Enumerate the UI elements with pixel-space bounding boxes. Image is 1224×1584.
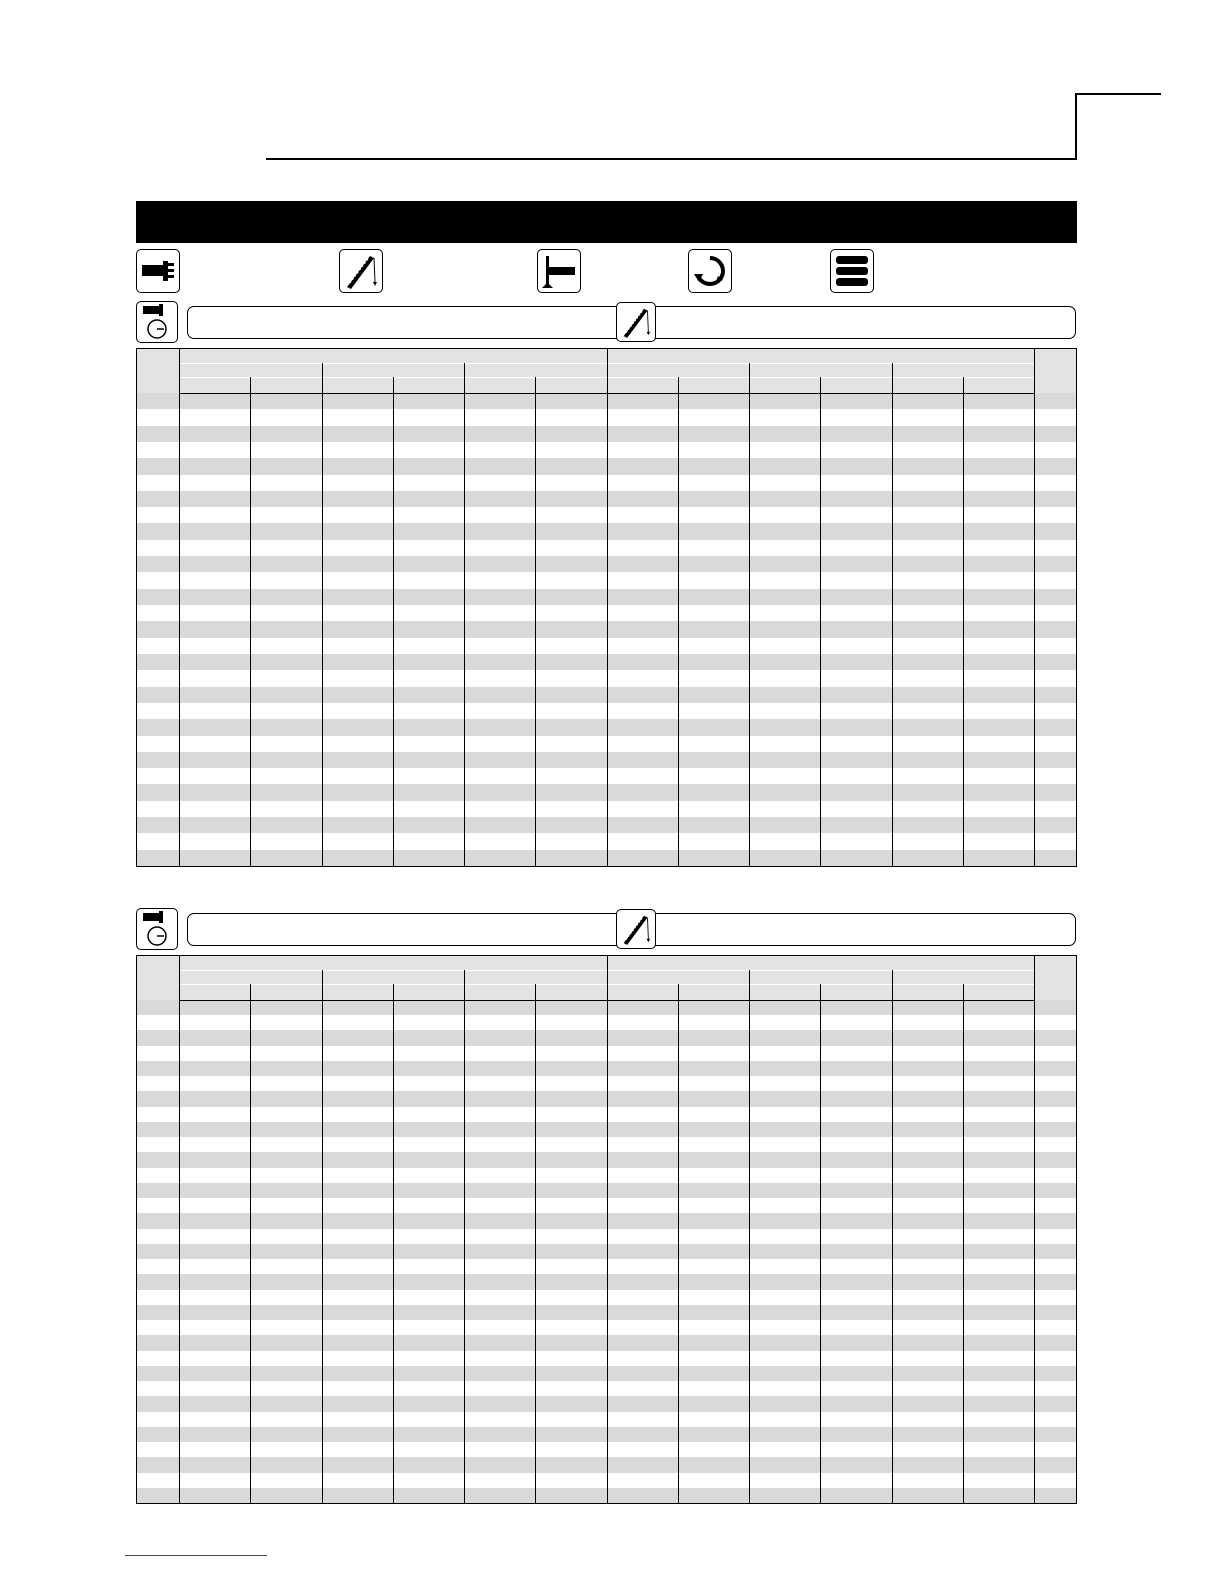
column-header <box>963 984 1034 1000</box>
column-divider <box>820 984 821 1503</box>
sub-header <box>892 970 1035 984</box>
column-divider <box>1034 349 1035 866</box>
sub-header <box>179 970 322 984</box>
counterweight-icon <box>830 249 874 293</box>
outrigger-icon <box>136 249 180 293</box>
load-chart-table-1 <box>136 348 1077 867</box>
column-divider <box>179 956 180 1503</box>
column-header <box>963 377 1034 393</box>
column-divider <box>678 377 679 866</box>
column-divider <box>393 377 394 866</box>
column-header <box>393 984 464 1000</box>
boom-icon <box>339 249 383 293</box>
group-header <box>607 349 1035 363</box>
sub-header <box>464 970 607 984</box>
column-divider <box>892 970 893 1503</box>
column-divider <box>250 377 251 866</box>
column-header <box>820 377 891 393</box>
column-divider <box>179 349 180 866</box>
page-corner-mark <box>1075 93 1077 160</box>
column-header <box>607 984 678 1000</box>
column-divider <box>322 363 323 866</box>
column-header <box>749 984 820 1000</box>
group-header <box>179 956 607 970</box>
column-header <box>250 377 321 393</box>
column-divider <box>393 984 394 1503</box>
column-divider <box>607 349 608 866</box>
column-header <box>607 377 678 393</box>
column-divider <box>607 956 608 1503</box>
boom-length-icon <box>616 302 656 342</box>
column-header <box>464 984 535 1000</box>
outrigger-extension-icon <box>537 249 581 293</box>
outrigger-radius-icon <box>136 301 178 343</box>
sub-header <box>749 363 892 377</box>
footer-link-underline <box>125 1555 267 1556</box>
sub-header <box>179 363 322 377</box>
column-header <box>535 377 606 393</box>
column-header <box>179 377 250 393</box>
column-divider <box>678 984 679 1503</box>
column-divider <box>749 363 750 866</box>
column-divider <box>749 970 750 1503</box>
column-header <box>250 984 321 1000</box>
sub-header <box>464 363 607 377</box>
column-divider <box>963 377 964 866</box>
column-header <box>892 377 963 393</box>
rotation-icon <box>688 249 732 293</box>
column-divider <box>892 363 893 866</box>
column-header <box>820 984 891 1000</box>
column-divider <box>464 363 465 866</box>
sub-header <box>607 363 750 377</box>
page-corner-mark-top <box>1075 93 1161 95</box>
column-divider <box>322 970 323 1503</box>
group-header <box>607 956 1035 970</box>
sub-header <box>322 970 465 984</box>
sub-header <box>607 970 750 984</box>
column-header <box>678 984 749 1000</box>
column-header <box>322 984 393 1000</box>
outrigger-radius-icon <box>136 908 178 950</box>
column-divider <box>820 377 821 866</box>
column-header <box>749 377 820 393</box>
column-divider <box>464 970 465 1503</box>
load-chart-table-2 <box>136 955 1077 1504</box>
sub-header <box>322 363 465 377</box>
group-header <box>179 349 607 363</box>
column-divider <box>535 377 536 866</box>
sub-header <box>892 363 1035 377</box>
column-header <box>678 377 749 393</box>
column-divider <box>1034 956 1035 1503</box>
sub-header <box>749 970 892 984</box>
section-title-bar <box>136 201 1077 243</box>
column-header <box>535 984 606 1000</box>
column-header <box>322 377 393 393</box>
column-divider <box>535 984 536 1503</box>
column-header <box>464 377 535 393</box>
column-header <box>393 377 464 393</box>
boom-length-icon <box>616 909 656 949</box>
column-header <box>179 984 250 1000</box>
column-divider <box>963 984 964 1503</box>
header-rule <box>266 158 1077 160</box>
column-header <box>892 984 963 1000</box>
column-divider <box>250 984 251 1503</box>
